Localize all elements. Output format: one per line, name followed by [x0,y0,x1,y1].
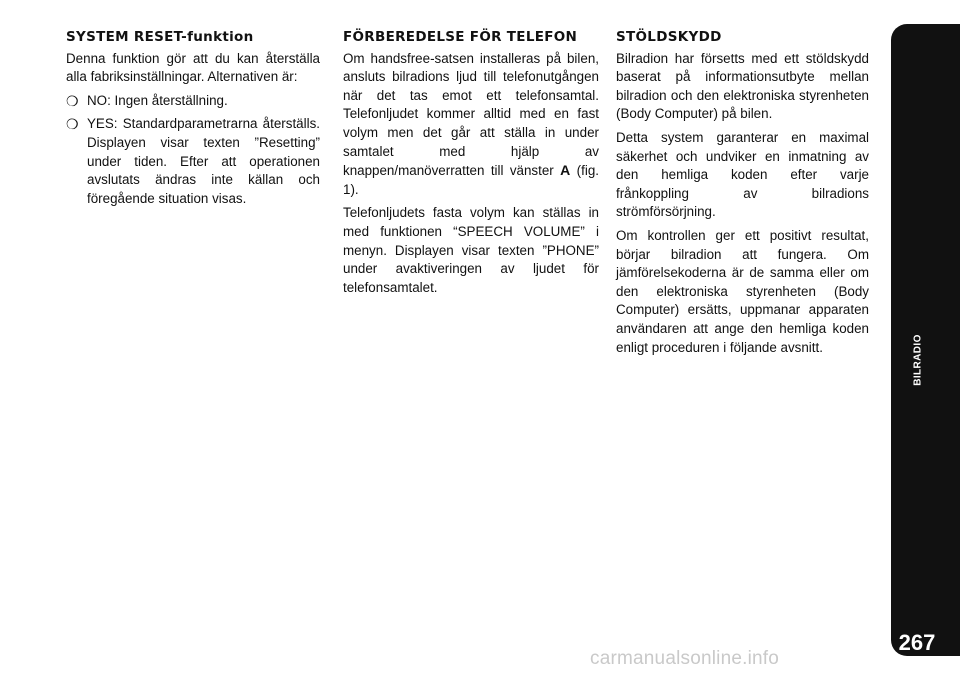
stoldskydd-paragraph-3: Om kontrollen ger ett positivt resultat, börjar bilradion att fungera. Om jämförelsekoderna är de samma eller om den elektroniska styrenheten (Body Computer) ersätts, uppmanar apparaten användaren att ange den hemliga koden enligt proceduren i följande avsnitt. [616,227,869,355]
circle-bullet-icon: ❍ [66,92,79,109]
telefon-p1-text: Om handsfree-satsen installeras på bilen, ansluts bilradions ljud till telefonutgången när det tas emot ett telefonsamtal. Telefonljudet kommer alltid med en fast volym men det går att ställa in under samtalet med hjälp av knappen/manöverratten till vänster [343,50,599,179]
watermark: carmanualsonline.info [590,648,780,669]
bullet-item-yes [66,115,320,208]
chapter-side-tab [891,24,960,656]
telefon-paragraph-2: Telefonljudets fasta volym kan ställas in med funktionen “SPEECH VOLUME” i menyn. Displayen visar texten ”PHONE” under avaktiveringen av ljudet för telefonsamtalet. [343,205,599,295]
column-system-reset [66,28,320,213]
stoldskydd-paragraph-1: Bilradion har försetts med ett stöldskydd baserat på informationsutbyte mellan bilradion och den elektroniska styrenheten (Body Computer) på bilen. [616,50,869,122]
section-heading-system-reset: SYSTEM RESET-funktion [66,29,254,45]
page-number: 267 [898,630,936,655]
button-reference-label: A [560,162,571,179]
circle-bullet-icon: ❍ [66,116,79,133]
telefon-paragraph-1 [343,50,599,200]
column-telefon [343,28,599,302]
section-heading-telefon: FÖRBEREDELSE FÖR TELEFON [343,29,578,45]
chapter-tab-label: BILRADIO [912,334,924,386]
bullet-text: NO: Ingen återställning. [87,92,228,108]
bullet-text: YES: Standardparametrarna återställs. Displayen visar texten ”Resetting” under tiden. Efter att operationen avslutats ändras inte källan och föregående situation visas. [87,116,320,206]
stoldskydd-paragraph-2: Detta system garanterar en maximal säkerhet och undviker en inmatning av den hemliga koden efter varje frånkoppling av bilradions strömförsörjning. [616,129,869,220]
figure-reference: (fig. 1). [343,163,599,197]
bullet-item-no [66,92,320,111]
system-reset-intro: Denna funktion gör att du kan återställa alla fabriksinställningar. Alternativen är: [66,50,320,85]
column-stoldskydd [616,28,869,362]
section-heading-stoldskydd: STÖLDSKYDD [616,29,722,45]
